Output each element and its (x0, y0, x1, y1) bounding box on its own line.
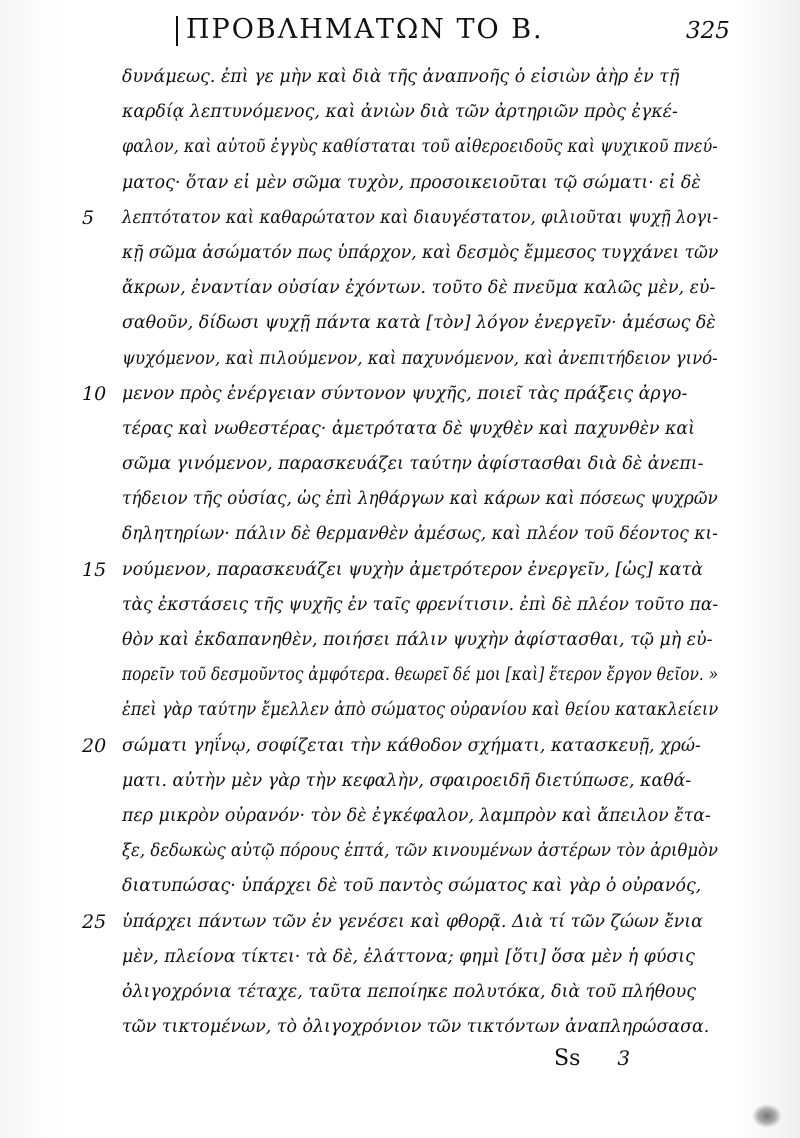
text-line (82, 306, 718, 341)
line-text: κῇ σῶμα ἀσώματόν πως ὑπάρχον, καὶ δεσμὸς ἔμμεσος τυγχάνει τῶν (122, 242, 718, 263)
text-line (82, 729, 718, 764)
text-line (82, 166, 718, 201)
line-text: ὀλιγοχρόνια τέταχε, ταῦτα πεποίηκε πολυτόκα, διὰ τοῦ πλήθους (122, 981, 696, 1002)
text-line (82, 1010, 718, 1045)
line-text: καρδίᾳ λεπτυνόμενος, καὶ ἀνιὼν διὰ τῶν ἀρτηριῶν πρὸς ἐγκέ- (122, 102, 678, 123)
text-line (82, 693, 718, 728)
line-text: ὑπάρχει πάντων τῶν ἐν γενέσει καὶ φθορᾷ. Διὰ τί τῶν ζώων ἔνια (122, 911, 703, 932)
line-number: 20 (82, 734, 107, 757)
signature-number: 3 (617, 1046, 631, 1070)
text-line (82, 201, 718, 236)
page-edge-stain (752, 1104, 782, 1128)
text-line (82, 834, 718, 869)
text-line (82, 377, 718, 412)
text-line (82, 553, 718, 588)
page-number: 325 (686, 18, 730, 44)
text-line (82, 975, 718, 1010)
line-text: διατυπώσας· ὑπάρχει δὲ τοῦ παντὸς σώματος καὶ γὰρ ὁ οὐρανός, (122, 876, 702, 897)
line-text: ψυχόμενον, καὶ πιλούμενον, καὶ παχυνόμενον, καὶ ἀνεπιτήδειον γινό- (122, 348, 718, 369)
line-text: ματι. αὐτὴν μὲν γὰρ τὴν κεφαλὴν, σφαιροειδῆ διετύπωσε, καθά- (122, 770, 692, 791)
line-text: σαθοῦν, δίδωσι ψυχῇ πάντα κατὰ [τὸν] λόγον ἐνεργεῖν· ἀμέσως δὲ (122, 313, 716, 334)
line-text: σῶμα γινόμενον, παρασκευάζει ταύτην ἀφίστασθαι διὰ δὲ ἀνεπι- (122, 454, 704, 475)
signature-letters: Ss (554, 1046, 581, 1071)
line-text: περ μικρὸν οὐρανόν· τὸν δὲ ἐγκέφαλον, λαμπρὸν καὶ ἄπειλον ἔτα- (122, 805, 711, 826)
text-line (82, 799, 718, 834)
line-text: σώματι γηΐνῳ, σοφίζεται τὴν κάθοδον σχήματι, κατασκευῇ, χρώ- (122, 735, 701, 756)
line-text: θὸν καὶ ἐκδαπανηθὲν, ποιήσει πάλιν ψυχὴν ἀφίστασθαι, τῷ μὴ εὐ- (122, 630, 713, 650)
text-line (82, 236, 718, 271)
line-text: τήδειον τῆς οὐσίας, ὡς ἐπὶ ληθάργων καὶ κάρων καὶ πόσεως ψυχρῶν (122, 489, 718, 510)
text-line (82, 412, 718, 447)
text-line (82, 95, 718, 130)
line-text: ξε, δεδωκὼς αὐτῷ πόρους ἑπτά, τῶν κινουμένων ἀστέρων τὸν ἀριθμὸν (122, 841, 718, 862)
line-text: ματος· ὅταν εἰ μὲν σῶμα τυχὸν, προσοικειοῦται τῷ σώματι· εἰ δὲ (122, 172, 701, 193)
text-line (82, 764, 718, 799)
line-text: πορεῖν τοῦ δεσμοῦντος ἀμφότερα. θεωρεῖ δέ μοι [καὶ] ἕτερον ἔργον θεῖον. » (122, 665, 718, 686)
text-line (82, 482, 718, 517)
line-number: 5 (82, 206, 95, 229)
text-line (82, 588, 718, 623)
line-text: τὰς ἐκστάσεις τῆς ψυχῆς ἐν ταῖς φρενίτισιν. ἐπὶ δὲ πλέον τοῦτο πα- (122, 594, 718, 615)
text-line (82, 869, 718, 904)
line-text: δηλητηρίων· πάλιν δὲ θερμανθὲν ἀμέσως, καὶ πλέον τοῦ δέοντος κι- (122, 524, 718, 545)
text-line (82, 271, 718, 306)
line-text: τέρας καὶ νωθεστέρας· ἀμετρότατα δὲ ψυχθὲν καὶ παχυνθὲν καὶ (122, 418, 695, 439)
text-line (82, 342, 718, 377)
line-text: μενον πρὸς ἐνέργειαν σύντονον ψυχῆς, ποιεῖ τὰς πράξεις ἀργο- (122, 383, 688, 404)
header-rule (176, 16, 178, 46)
text-line (82, 60, 718, 95)
text-line (82, 905, 718, 940)
line-text: ἐπεὶ γὰρ ταύτην ἔμελλεν ἀπὸ σώματος οὐρανίου καὶ θείου κατακλείειν (122, 700, 718, 721)
line-text: τῶν τικτομένων, τὸ ὀλιγοχρόνιον τῶν τικτόντων ἀναπληρώσασα. (122, 1017, 710, 1038)
line-number: 25 (82, 910, 107, 933)
line-text: νούμενον, παρασκευάζει ψυχὴν ἀμετρότερον ἐνεργεῖν, [ὡς] κατὰ (122, 559, 703, 580)
line-text: φαλον, καὶ αὐτοῦ ἐγγὺς καθίσταται τοῦ αἰθεροειδοῦς καὶ ψυχικοῦ πνεύ- (122, 137, 718, 158)
line-text: ἄκρων, ἐναντίαν οὐσίαν ἐχόντων. τοῦτο δὲ πνεῦμα καλῶς μὲν, εὐ- (122, 278, 716, 299)
text-line (82, 623, 718, 658)
text-line (82, 940, 718, 975)
text-line (82, 130, 718, 165)
running-head-title: ΠΡΟΒΛΗΜΑΤΩΝ ΤΟ Β. (186, 14, 544, 45)
running-head (150, 14, 730, 50)
line-text: δυνάμεως. ἐπὶ γε μὴν καὶ διὰ τῆς ἀναπνοῆς ὁ εἰσιὼν ἀὴρ ἐν τῇ (122, 67, 680, 87)
text-line (82, 658, 718, 693)
line-text: λεπτότατον καὶ καθαρώτατον καὶ διαυγέστατον, φιλιοῦται ψυχῇ λογι- (122, 207, 718, 228)
line-number: 15 (82, 558, 107, 581)
line-text: μὲν, πλείονα τίκτει· τὰ δὲ, ἐλάττονα; φημὶ [ὅτι] ὅσα μὲν ἡ φύσις (122, 946, 695, 967)
signature-mark (554, 1046, 630, 1071)
body-text (82, 60, 718, 1045)
line-number: 10 (82, 382, 107, 405)
text-line (82, 447, 718, 482)
text-line (82, 517, 718, 552)
